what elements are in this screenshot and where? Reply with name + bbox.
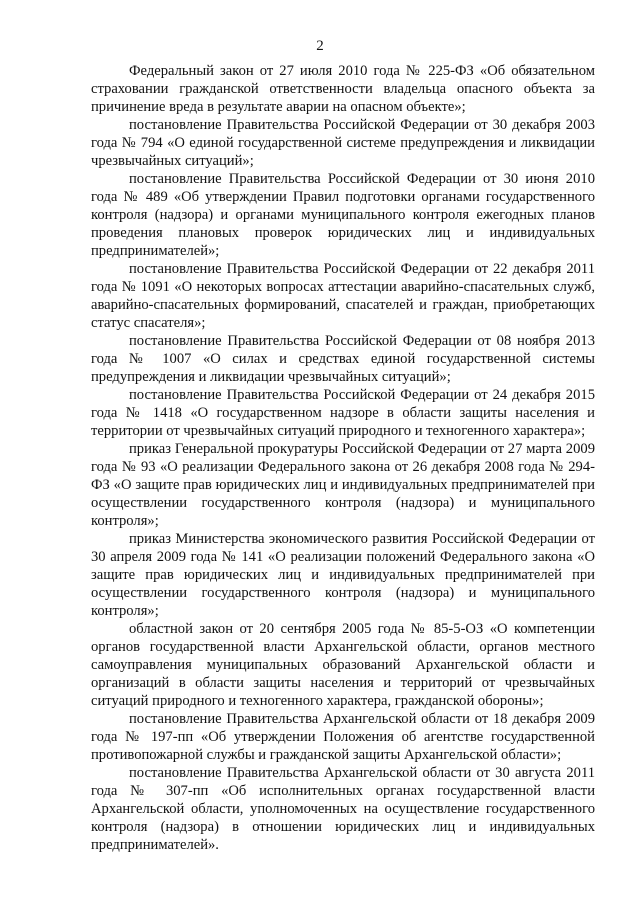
paragraph-regional-law-85-5-oz: областной закон от 20 сентября 2005 года № 85-5-ОЗ «О компетенции органов государственной власти Архангельской области, органов местного самоуправления муниципальных образований Архангельской области и организаций в области защиты населения и территорий от чрезвычайных ситуаций природного и техногенного характера, гражданской обороны»; [91, 621, 595, 709]
paragraph-resolution-489: постановление Правительства Российской Федерации от 30 июня 2010 года № 489 «Об утверждении Правил подготовки органами государственного контроля (надзора) и органами муниципального контроля ежегодных планов проведения плановых проверок юридических лиц и индивидуальных предпринимателей»; [91, 171, 595, 259]
paragraph-resolution-794: постановление Правительства Российской Федерации от 30 декабря 2003 года № 794 «О единой государственной системе предупреждения и ликвидации чрезвычайных ситуаций»; [91, 117, 595, 169]
paragraph-resolution-1007: постановление Правительства Российской Федерации от 08 ноября 2013 года № 1007 «О силах и средствах единой государственной системы предупреждения и ликвидации чрезвычайных ситуаций»; [91, 333, 595, 385]
paragraph-federal-law-225: Федеральный закон от 27 июля 2010 года № 225-ФЗ «Об обязательном страховании гражданской ответственности владельца опасного объекта за причинение вреда в результате аварии на опасном объекте»; [91, 63, 595, 115]
document-body [91, 62, 595, 854]
paragraph-order-93: приказ Генеральной прокуратуры Российской Федерации от 27 марта 2009 года № 93 «О реализации Федерального закона от 26 декабря 2008 года № 294-ФЗ «О защите прав юридических лиц и индивидуальных предпринимателей при осуществлении государственного контроля (надзора) и муниципального контроля»; [91, 441, 595, 529]
paragraph-order-141: приказ Министерства экономического развития Российской Федерации от 30 апреля 2009 года № 141 «О реализации положений Федерального закона «О защите прав юридических лиц и индивидуальных предпринимателей при осуществлении государственного контроля (надзора) и муниципального контроля»; [91, 531, 595, 619]
paragraph-regional-resolution-197: постановление Правительства Архангельской области от 18 декабря 2009 года № 197-пп «Об утверждении Положения об агентстве государственной противопожарной службы и гражданской защиты Архангельской области»; [91, 711, 595, 763]
paragraph-resolution-1418: постановление Правительства Российской Федерации от 24 декабря 2015 года № 1418 «О государственном надзоре в области защиты населения и территории от чрезвычайных ситуаций природного и техногенного характера»; [91, 387, 595, 439]
paragraph-resolution-1091: постановление Правительства Российской Федерации от 22 декабря 2011 года № 1091 «О некоторых вопросах аттестации аварийно-спасательных служб, аварийно-спасательных формирований, спасателей и граждан, приобретающих статус спасателя»; [91, 261, 595, 331]
paragraph-regional-resolution-307: постановление Правительства Архангельской области от 30 августа 2011 года № 307-пп «Об исполнительных органах государственной власти Архангельской области, уполномоченных на осуществление государственного контроля (надзора) в отношении юридических лиц и индивидуальных предпринимателей». [91, 765, 595, 853]
page-number: 2 [316, 38, 324, 54]
